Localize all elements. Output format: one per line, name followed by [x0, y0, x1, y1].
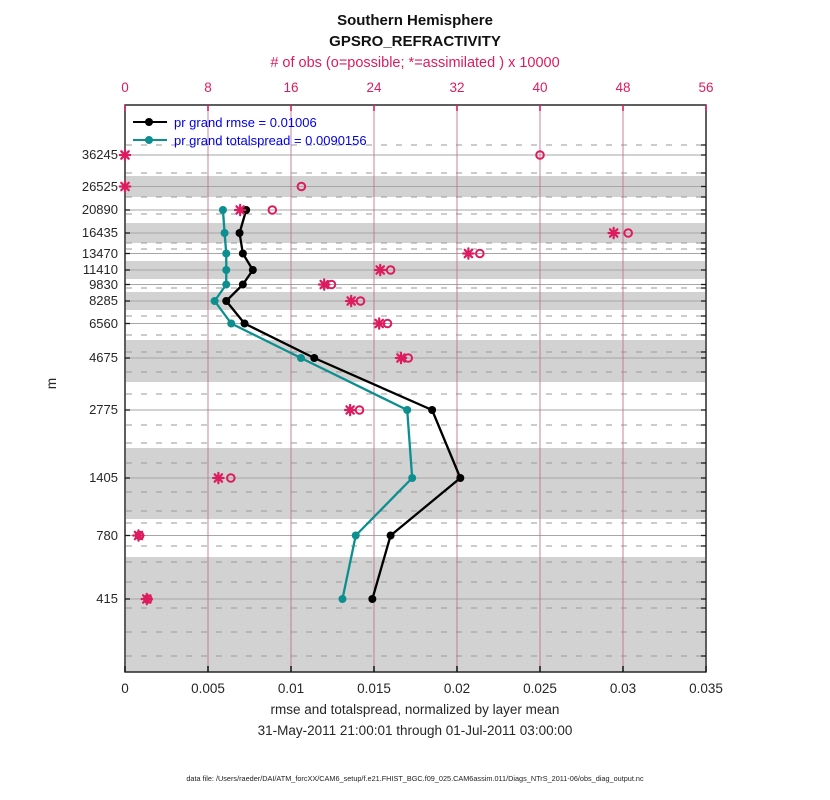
top-tick-label: 0: [121, 80, 129, 95]
x-axis-sublabel: 31-May-2011 21:00:01 through 01-Jul-2011 03:00:00: [257, 723, 573, 738]
x-tick-label: 0.005: [191, 681, 225, 696]
y-tick-label: 415: [96, 591, 118, 606]
layer-bands: [126, 176, 705, 672]
x-tick-label: 0.03: [609, 681, 637, 696]
top-tick-label: 48: [615, 80, 631, 95]
legend-entry-totalspread: [133, 131, 367, 149]
data-file-path: data file: /Users/raeder/DAI/ATM_forcXX/CAM6_setup/f.e21.FHIST_BGC.f09_025.CAM6assim.011/Diags_NTrS_2011-06/obs_diag_output.nc: [186, 774, 644, 783]
top-tick-label: 8: [204, 80, 212, 95]
y-tick-label: 1405: [89, 470, 118, 485]
x-tick-label: 0.035: [689, 681, 723, 696]
y-tick-label: 36245: [81, 147, 118, 162]
y-tick-label: 8285: [89, 293, 118, 308]
x-tick-label: 0.025: [523, 681, 557, 696]
chart-title: Southern Hemisphere: [337, 12, 493, 29]
legend-label-totalspread: pr grand totalspread = 0.0090156: [174, 132, 367, 148]
chart-subtitle: GPSRO_REFRACTIVITY: [329, 33, 501, 50]
x-tick-label: 0.015: [357, 681, 391, 696]
y-tick-label: 20890: [81, 202, 118, 217]
x-tick-label: 0: [121, 681, 129, 696]
top-tick-label: 32: [449, 80, 465, 95]
legend-entry-rmse: [133, 113, 317, 131]
rmse-line-sample: [133, 121, 167, 123]
top-axis-label: # of obs (o=possible; *=assimilated ) x 10000: [270, 55, 560, 71]
y-tick-label: 16435: [81, 225, 118, 240]
top-tick-marks: [125, 105, 706, 111]
totalspread-dot-icon: [145, 136, 153, 144]
top-tick-label: 56: [698, 80, 714, 95]
y-tick-label: 11410: [82, 262, 118, 277]
y-tick-label: 9830: [89, 276, 118, 292]
rmse-dot-icon: [145, 118, 153, 126]
y-tick-label: 26525: [81, 178, 118, 194]
totalspread-line-sample: [133, 139, 167, 141]
x-tick-label: 0.02: [443, 681, 471, 696]
y-axis-label: m: [44, 377, 60, 390]
legend-label-rmse: pr grand rmse = 0.01006: [174, 114, 317, 130]
y-tick-label: 780: [96, 527, 118, 543]
x-axis-label: rmse and totalspread, normalized by layer mean: [270, 702, 560, 717]
top-tick-label: 16: [283, 80, 299, 95]
y-tick-label: 6560: [89, 315, 118, 331]
y-tick-label: 4675: [89, 350, 118, 365]
top-tick-label: 24: [366, 80, 382, 95]
y-tick-label: 13470: [81, 245, 118, 261]
y-tick-label: 2775: [89, 402, 118, 417]
top-tick-label: 40: [532, 80, 548, 95]
x-tick-label: 0.01: [277, 681, 305, 696]
